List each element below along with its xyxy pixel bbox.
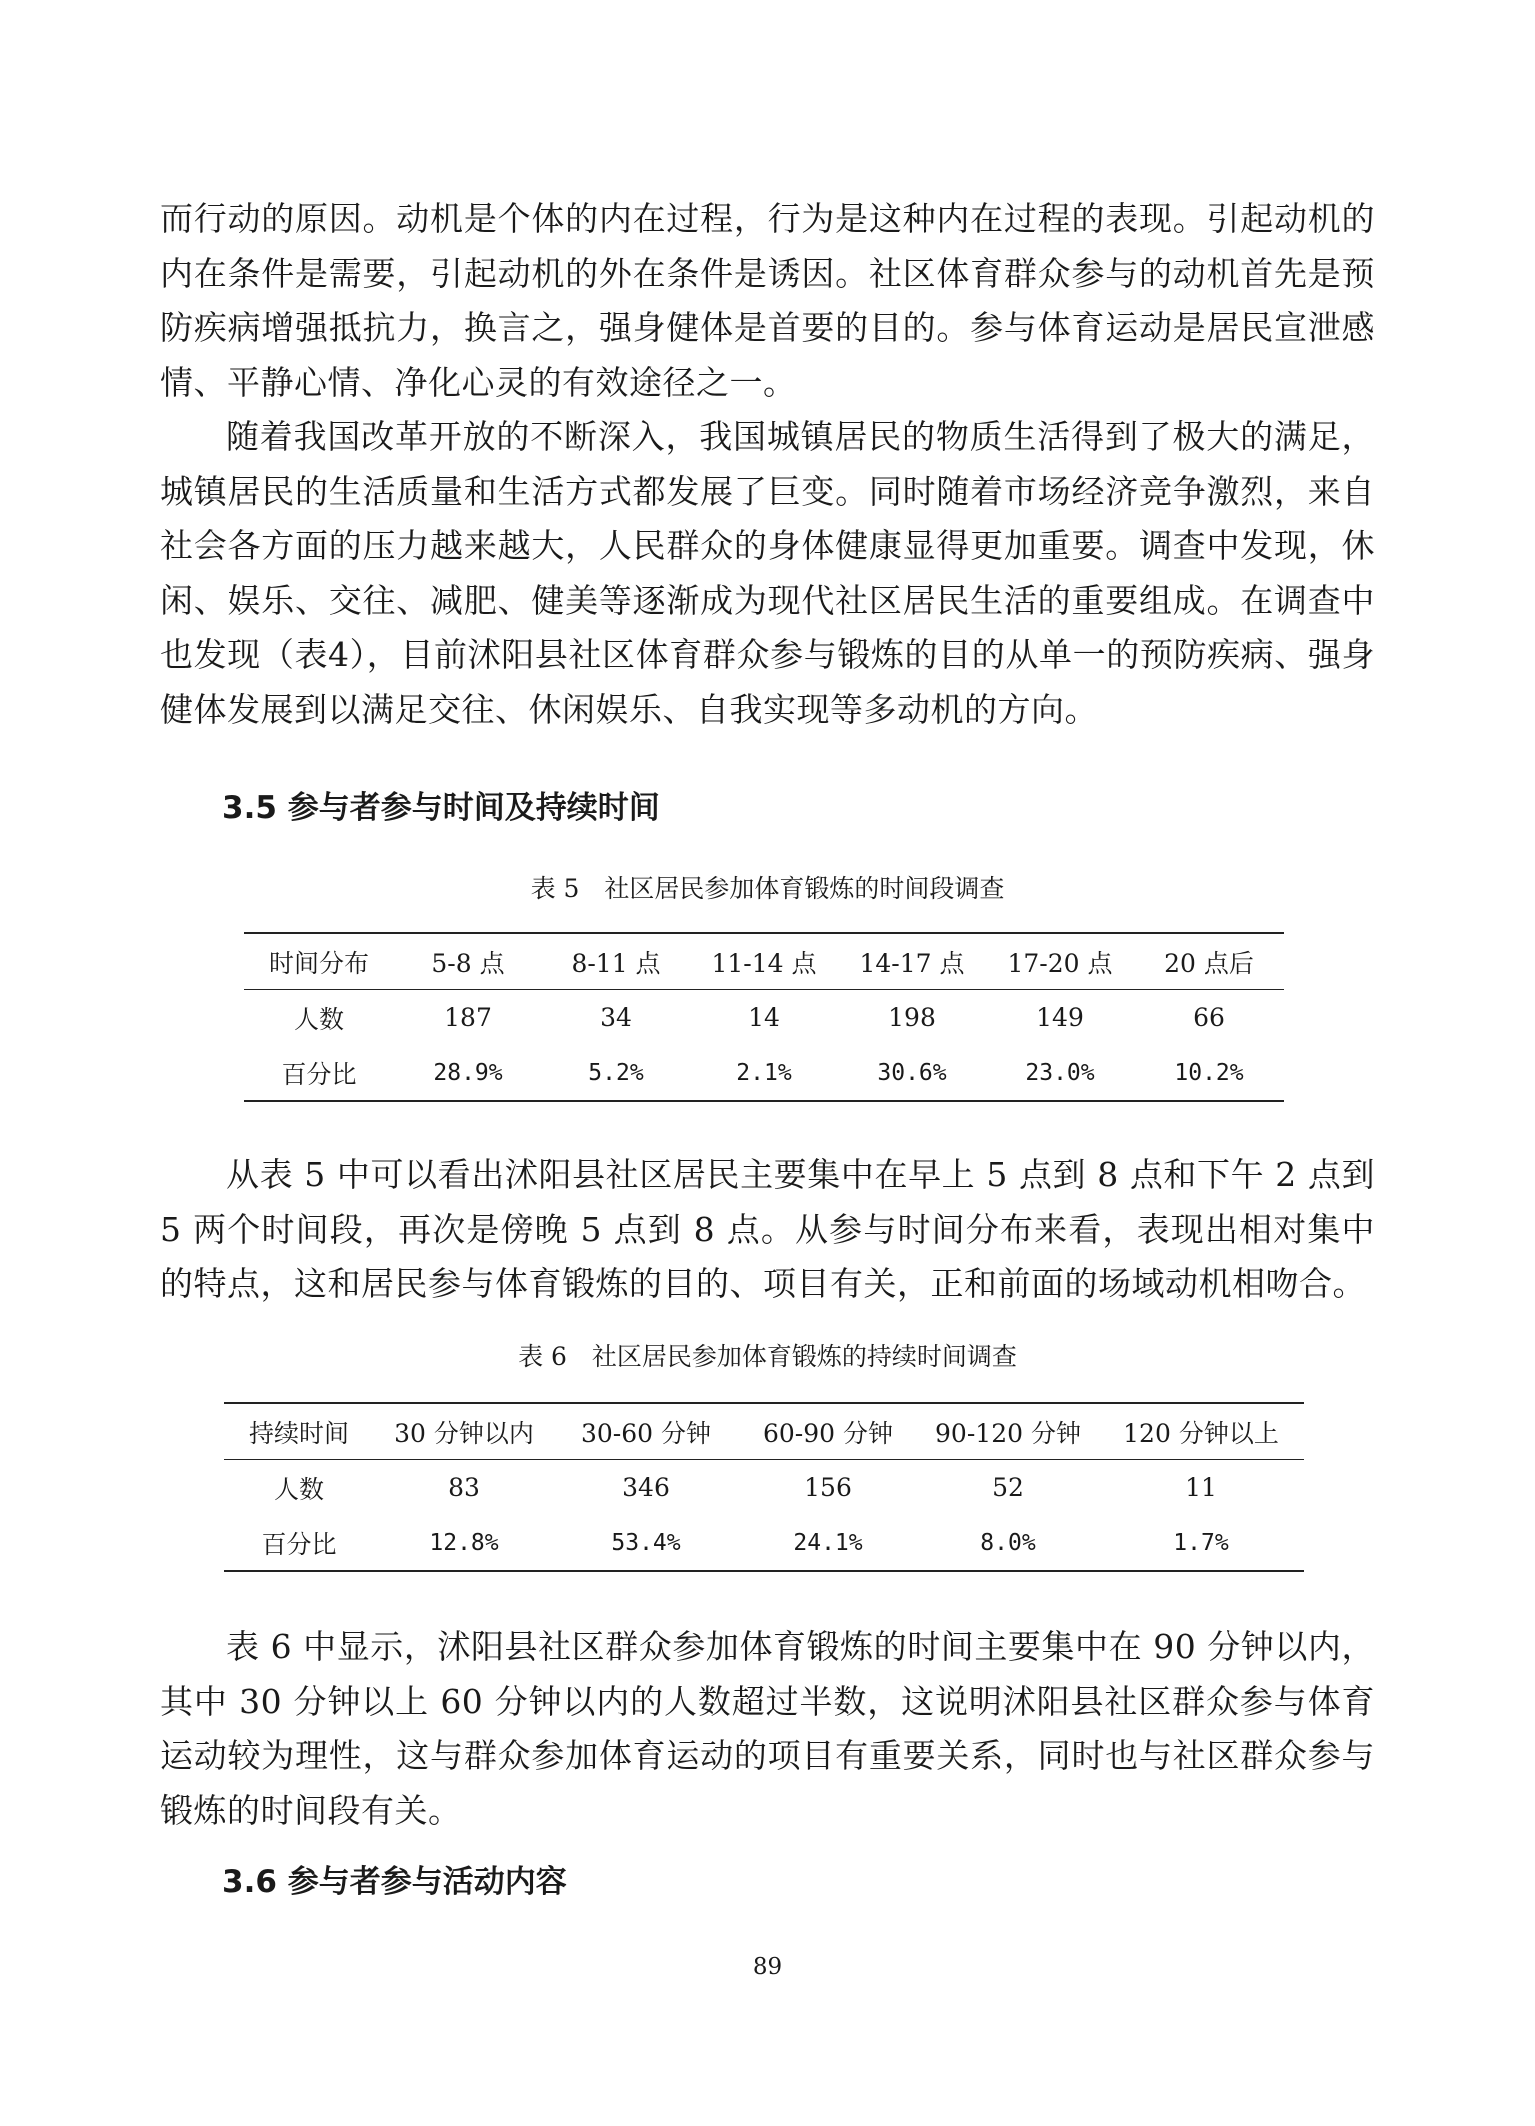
table-cell: 2.1%: [690, 1045, 838, 1101]
table-header-cell: 11-14 点: [690, 933, 838, 990]
table-cell: 346: [622, 1473, 670, 1502]
table-cell: 10.2%: [1134, 1045, 1284, 1101]
table-row: [244, 990, 1284, 1046]
table-cell: 12.8%: [374, 1515, 554, 1571]
table-cell: 14: [748, 1003, 780, 1032]
table-header-cell: 17-20 点: [986, 933, 1134, 990]
paragraph-table6-analysis: 表 6 中显示，沭阳县社区群众参加体育锻炼的时间主要集中在 90 分钟以内，其中 30 分钟以上 60 分钟以内的人数超过半数，这说明沭阳县社区群众参与体育运动较为理性，这与群众参加体育运动的项目有重要关系，同时也与社区群众参与锻炼的时间段有关。: [160, 1627, 1375, 1830]
table-header-cell: 90-120 分钟: [918, 1403, 1098, 1460]
table-row: [244, 1045, 1284, 1101]
table-cell: 156: [804, 1473, 852, 1502]
table-cell: 5.2%: [542, 1045, 690, 1101]
paragraph-lifestyle: 随着我国改革开放的不断深入，我国城镇居民的物质生活得到了极大的满足，城镇居民的生活质量和生活方式都发展了巨变。同时随着市场经济竞争激烈，来自社会各方面的压力越来越大，人民群众的身体健康显得更加重要。调查中发现，休闲、娱乐、交往、减肥、健美等逐渐成为现代社区居民生活的重要组成。在调查中也发现（表4），目前沭阳县社区体育群众参与锻炼的目的从单一的预防疾病、强身健体发展到以满足交往、休闲娱乐、自我实现等多动机的方向。: [160, 417, 1375, 729]
table-header-cell: 30 分钟以内: [374, 1403, 554, 1460]
table-row: [224, 1515, 1304, 1571]
table5-caption: 表 5 社区居民参加体育锻炼的时间段调查: [530, 874, 1005, 903]
table-header-cell: 30-60 分钟: [554, 1403, 738, 1460]
table-cell: 198: [888, 1003, 936, 1032]
table-header-cell: 时间分布: [244, 933, 394, 990]
section-heading-3-6: 3.6 参与者参与活动内容: [222, 1864, 567, 1900]
table6: [224, 1402, 1304, 1572]
table-row: [224, 1460, 1304, 1516]
table-header-cell: 持续时间: [224, 1403, 374, 1460]
table-cell: 百分比: [224, 1515, 374, 1571]
table-cell: 28.9%: [394, 1045, 542, 1101]
table-cell: 百分比: [244, 1045, 394, 1101]
table-cell: 人数: [293, 1004, 344, 1034]
table-cell: 149: [1036, 1003, 1084, 1032]
table-cell: 8.0%: [918, 1515, 1098, 1571]
table-header-cell: 5-8 点: [394, 933, 542, 990]
table-header-row: [244, 933, 1284, 990]
table-cell: 187: [444, 1003, 492, 1032]
table-header-cell: 8-11 点: [542, 933, 690, 990]
section-heading-3-5: 3.5 参与者参与时间及持续时间: [222, 790, 660, 826]
table-cell: 11: [1185, 1473, 1217, 1502]
table-cell: 83: [448, 1473, 480, 1502]
table-cell: 34: [600, 1003, 632, 1032]
table-cell: 24.1%: [738, 1515, 918, 1571]
table-cell: 52: [992, 1473, 1024, 1502]
table-header-cell: 60-90 分钟: [738, 1403, 918, 1460]
table-cell: 53.4%: [554, 1515, 738, 1571]
table-header-cell: 20 点后: [1134, 933, 1284, 990]
table-cell: 23.0%: [986, 1045, 1134, 1101]
table5: [244, 932, 1284, 1102]
table-cell: 1.7%: [1098, 1515, 1304, 1571]
table-cell: 人数: [273, 1474, 324, 1504]
table6-caption: 表 6 社区居民参加体育锻炼的持续时间调查: [518, 1342, 1017, 1371]
table-header-cell: 120 分钟以上: [1098, 1403, 1304, 1460]
paragraph-motivation: 而行动的原因。动机是个体的内在过程，行为是这种内在过程的表现。引起动机的内在条件是需要，引起动机的外在条件是诱因。社区体育群众参与的动机首先是预防疾病增强抵抗力，换言之，强身健体是首要的目的。参与体育运动是居民宣泄感情、平静心情、净化心灵的有效途径之一。: [160, 199, 1375, 402]
table-header-row: [224, 1403, 1304, 1460]
table-header-cell: 14-17 点: [838, 933, 986, 990]
page-number: 89: [752, 1954, 783, 1980]
table-cell: 66: [1193, 1003, 1225, 1032]
table-cell: 30.6%: [838, 1045, 986, 1101]
paragraph-table5-analysis: 从表 5 中可以看出沭阳县社区居民主要集中在早上 5 点到 8 点和下午 2 点到 5 两个时间段，再次是傍晚 5 点到 8 点。从参与时间分布来看，表现出相对集中的特点，这和居民参与体育锻炼的目的、项目有关，正和前面的场域动机相吻合。: [160, 1155, 1375, 1303]
